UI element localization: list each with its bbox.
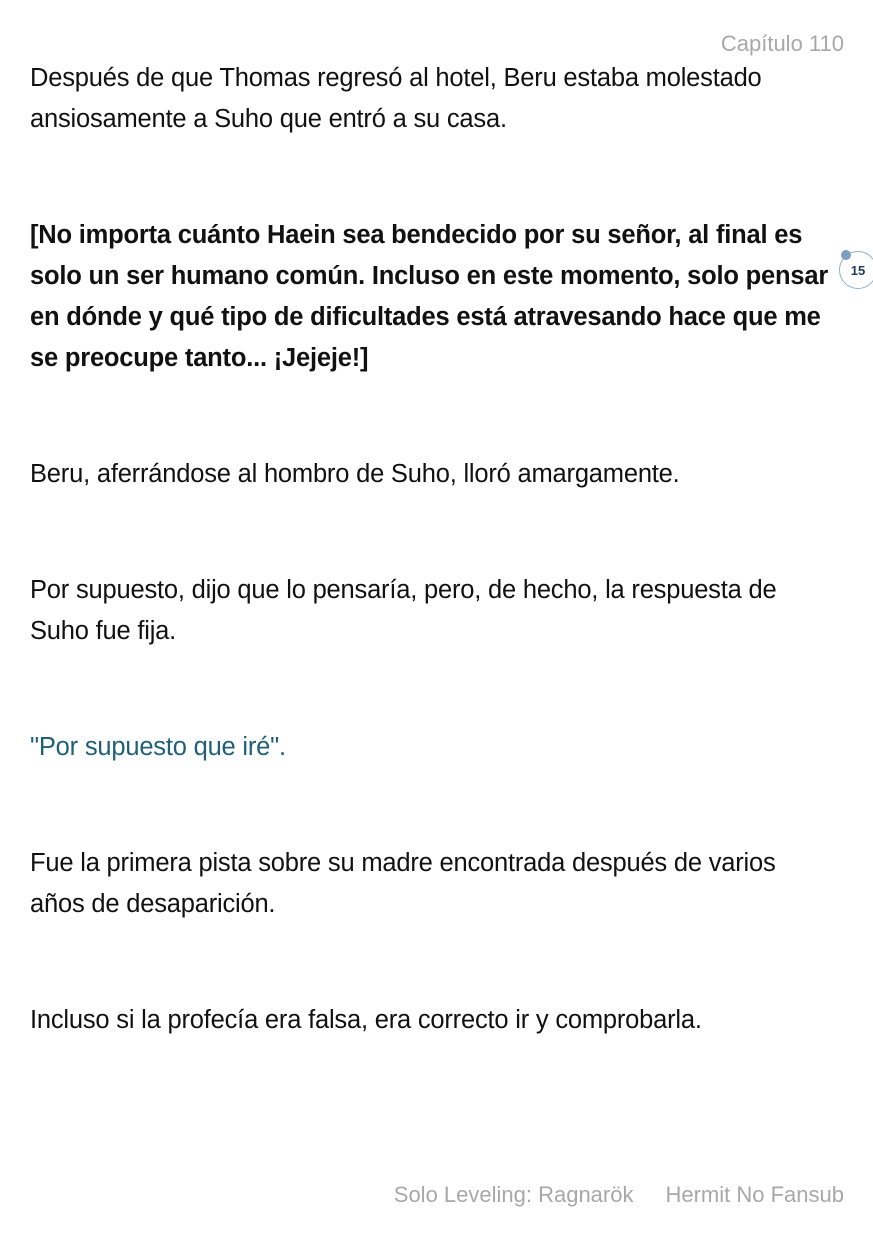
paragraph: Después de que Thomas regresó al hotel, Beru estaba molestado ansiosamente a Suho que entró a su casa. <box>30 64 762 133</box>
paragraph: Fue la primera pista sobre su madre encontrada después de varios años de desaparición. <box>30 849 776 918</box>
paragraph-dialogue: "Por supuesto que iré". <box>30 733 286 761</box>
paragraph: Por supuesto, dijo que lo pensaría, pero, de hecho, la respuesta de Suho fue fija. <box>30 576 777 645</box>
chapter-content <box>30 58 850 1041</box>
paragraph: Incluso si la profecía era falsa, era correcto ir y comprobarla. <box>30 1006 702 1034</box>
chapter-header: Capítulo 110 <box>720 31 844 56</box>
book-title: Solo Leveling: Ragnarök <box>393 1182 634 1207</box>
paragraph: Beru, aferrándose al hombro de Suho, lloró amargamente. <box>30 460 680 488</box>
paragraph-bold: [No importa cuánto Haein sea bendecido por su señor, al final es solo un ser humano común. Incluso en este momento, solo pensar en dónde y qué tipo de dificultades está atravesando hace que me se preocupe tanto... ¡Jejeje!] <box>30 221 829 372</box>
comment-count: 15 <box>850 262 866 278</box>
translator-credit: Hermit No Fansub <box>665 1182 844 1207</box>
footer <box>394 1182 844 1208</box>
comment-indicator-icon <box>841 250 851 260</box>
